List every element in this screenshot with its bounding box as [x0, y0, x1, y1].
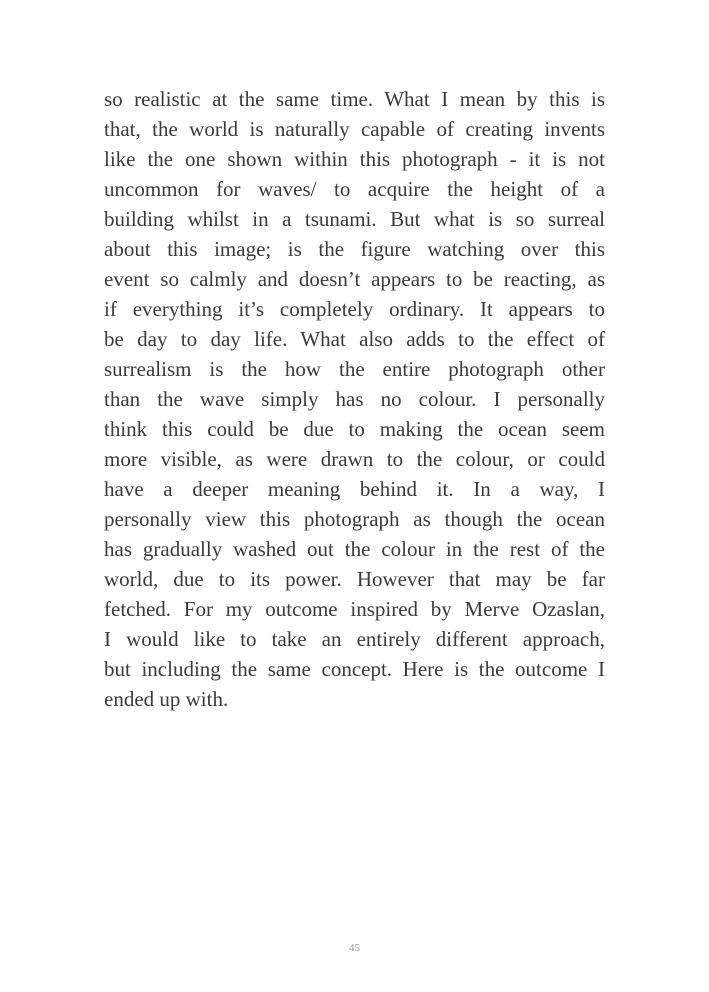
paragraph-line: personally view this photograph as though the ocean [104, 507, 605, 531]
paragraph-line: world, due to its power. However that may be far [104, 567, 605, 591]
paragraph-line: building whilst in a tsunami. But what is so surreal [104, 207, 605, 231]
paragraph-line: but including the same concept. Here is the outcome I [104, 657, 605, 681]
paragraph-line: than the wave simply has no colour. I personally [104, 387, 605, 411]
paragraph-line: think this could be due to making the ocean seem [104, 417, 605, 441]
body-paragraph [104, 84, 605, 714]
paragraph-line: fetched. For my outcome inspired by Merve Ozaslan, [104, 597, 605, 621]
paragraph-line: that, the world is naturally capable of creating invents [104, 117, 605, 141]
paragraph-line: if everything it’s completely ordinary. It appears to [104, 297, 605, 321]
paragraph-line: have a deeper meaning behind it. In a way, I [104, 477, 605, 501]
paragraph-line: I would like to take an entirely different approach, [104, 627, 605, 651]
paragraph-line: surrealism is the how the entire photograph other [104, 357, 605, 381]
paragraph-line: ended up with. [104, 687, 229, 711]
paragraph-line: so realistic at the same time. What I mean by this is [104, 87, 605, 111]
paragraph-line: more visible, as were drawn to the colour, or could [104, 447, 605, 471]
paragraph-line: be day to day life. What also adds to the effect of [104, 327, 605, 351]
page-number: 45 [349, 942, 360, 954]
paragraph-line: like the one shown within this photograph - it is not [104, 147, 605, 171]
paragraph-line: has gradually washed out the colour in the rest of the [104, 537, 605, 561]
paragraph-line: about this image; is the figure watching over this [104, 237, 605, 261]
paragraph-line: event so calmly and doesn’t appears to be reacting, as [104, 267, 605, 291]
paragraph-line: uncommon for waves/ to acquire the height of a [104, 177, 605, 201]
